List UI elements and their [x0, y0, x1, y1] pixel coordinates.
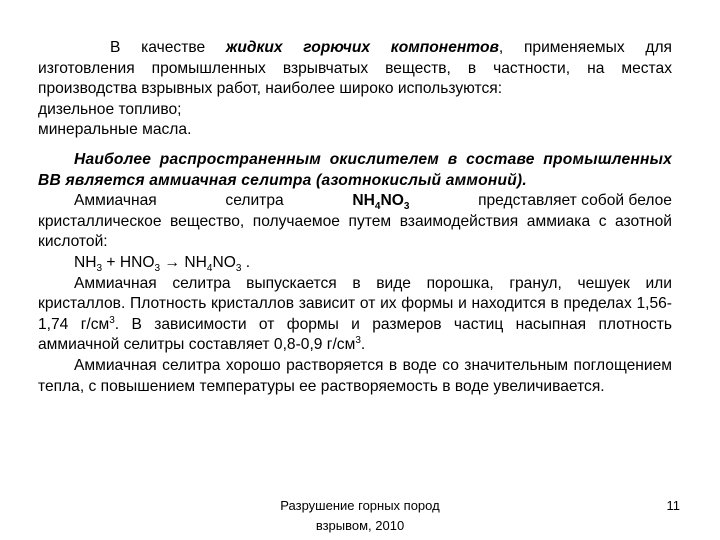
text-fragment: Аммиачная селитра выпускается в виде порошка, гранул, чешуек или кристаллов. Плотность кристаллов зависит от их формы и находится в пределах 1,56-1,74 г/см: [38, 274, 672, 333]
slide-footer: [260, 496, 460, 536]
paragraph-density: [38, 274, 672, 356]
text-fragment: , применяемых для изготовления промышленных взрывчатых веществ, в частности, на местах производства взрывных работ, наиболее широко используются:: [38, 39, 672, 98]
text-fragment: .: [360, 336, 366, 354]
formula-subscript: 3: [403, 201, 410, 213]
text-fragment: . В зависимости от формы и размеров частиц насыпная плотность аммиачной селитры составляет 0,8-0,9 г/см: [38, 315, 672, 354]
emphasis-liquid-fuel: жидких горючих компонентов: [225, 39, 499, 56]
paragraph-oxidizer: Наиболее распространенным окислителем в составе промышленных ВВ является аммиачная селитра (азотнокислый аммоний).: [38, 150, 672, 189]
formula-part: .: [241, 253, 251, 271]
formula-subscript: 4: [206, 263, 213, 275]
formula-part: + HNO: [102, 253, 155, 271]
text-fragment: представляет собой белое: [478, 192, 672, 210]
paragraph-ammonium-nitrate-first-line: [38, 191, 672, 212]
formula-part: NH: [74, 253, 97, 271]
superscript: 3: [109, 314, 115, 326]
formula-subscript: 3: [154, 263, 161, 275]
footer-line: Разрушение горных пород: [280, 498, 440, 513]
footer-line: взрывом, 2010: [315, 518, 405, 533]
list-line-diesel: дизельное топливо;: [38, 100, 182, 118]
list-line-mineral-oils: минеральные масла.: [38, 121, 192, 139]
paragraph-solubility: Аммиачная селитра хорошо растворяется в воде со значительным поглощением тепла, с повышением температуры ее растворяемость в воде увеличивается.: [38, 356, 672, 395]
paragraph-ammonium-nitrate-rest: кристаллическое вещество, получаемое путем взаимодействия аммиака с азотной кислотой:: [38, 212, 672, 251]
slide-body: [38, 38, 672, 397]
paragraph-fuel-components: [38, 38, 672, 100]
formula-nh4no3: [352, 191, 409, 212]
formula-part: → NH: [160, 253, 207, 271]
text-fragment: В качестве: [110, 39, 226, 56]
page-number: 11: [666, 498, 680, 513]
formula-subscript: 4: [374, 201, 381, 213]
formula-subscript: 3: [96, 263, 103, 275]
formula-subscript: 3: [235, 263, 242, 275]
formula-part: NH: [352, 192, 375, 210]
formula-part: NO: [212, 253, 236, 271]
reaction-equation: [38, 253, 672, 274]
text-fragment: Аммиачная: [74, 192, 157, 210]
superscript: 3: [355, 335, 361, 347]
formula-part: NO: [380, 192, 404, 210]
text-fragment: селитра: [225, 192, 284, 210]
